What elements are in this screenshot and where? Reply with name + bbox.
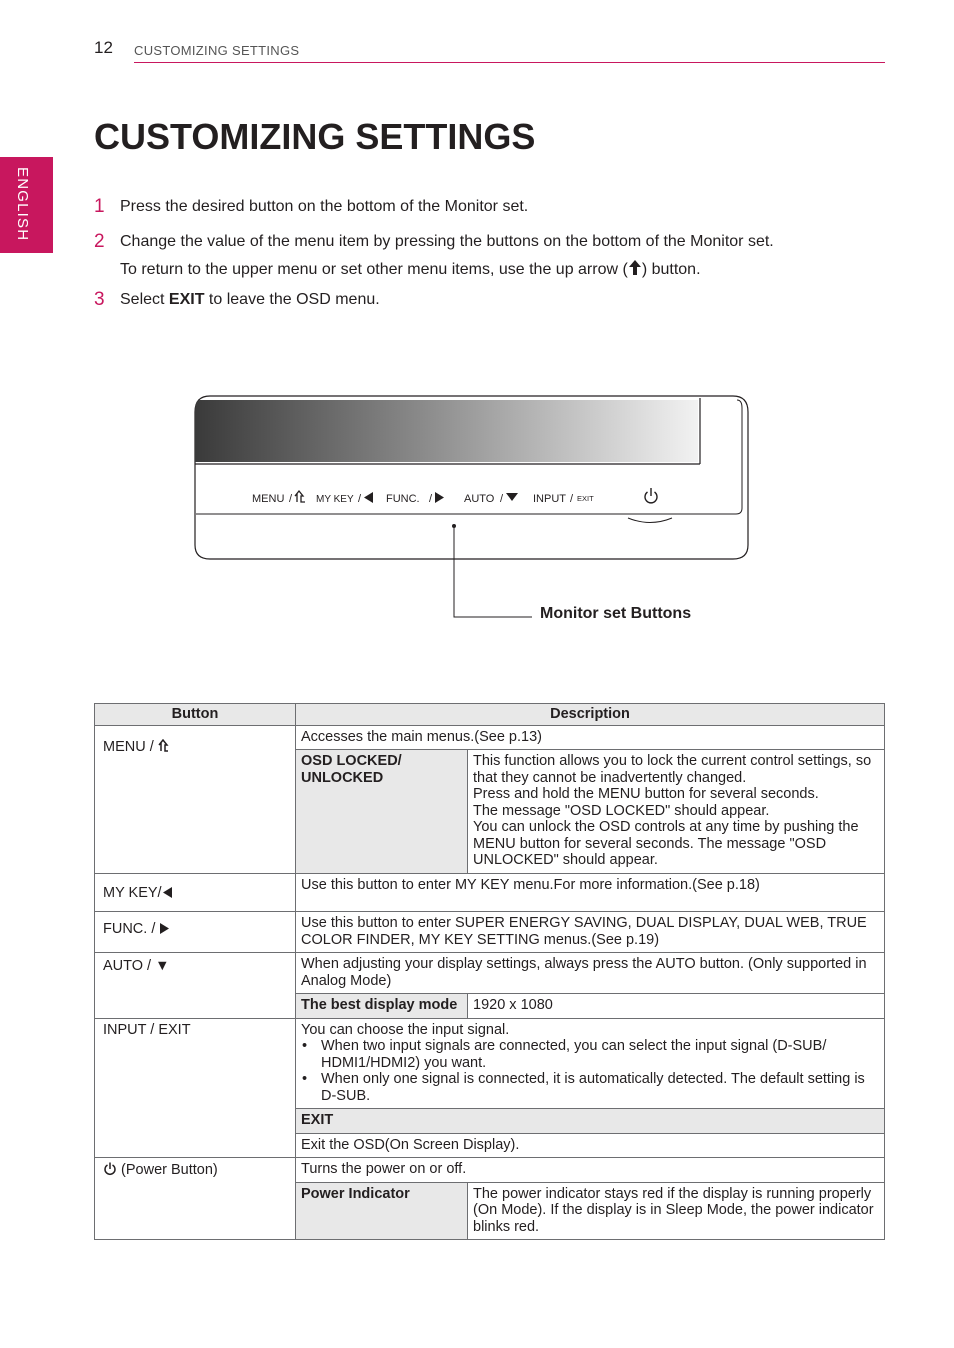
description-cell: Accesses the main menus.(See p.13) (296, 725, 885, 750)
table-row (95, 953, 885, 994)
step-number: 2 (94, 231, 105, 252)
step-number: 1 (94, 196, 105, 217)
button-cell-input: INPUT / EXIT (95, 1018, 296, 1158)
sub-value-cell: 1920 x 1080 (468, 994, 885, 1019)
sub-label-cell: Power Indicator (296, 1182, 468, 1240)
description-cell: Use this button to enter SUPER ENERGY SAVING, DUAL DISPLAY, DUAL WEB, TRUE COLOR FINDER, MY KEY SETTING menus.(See p.19) (296, 912, 885, 953)
table-row (95, 874, 885, 912)
step-text: Change the value of the menu item by pressing the buttons on the bottom of the Monitor set. (120, 233, 774, 250)
bullet-list (301, 1038, 879, 1104)
power-icon (103, 1162, 117, 1176)
sub-label-cell: EXIT (296, 1109, 885, 1134)
button-cell-auto: AUTO / ▼ (95, 953, 296, 1019)
step-text: Press the desired button on the bottom of the Monitor set. (120, 198, 529, 215)
table-row (95, 725, 885, 750)
up-arrow-icon (158, 739, 169, 752)
button-cell-my-key: MY KEY/ (95, 874, 296, 912)
list-item: • When only one signal is connected, it is automatically detected. The default setting is D-SUB. (321, 1071, 879, 1104)
label-auto: AUTO (464, 493, 495, 505)
table-row (95, 1018, 885, 1109)
sub-label-cell: OSD LOCKED/ UNLOCKED (296, 750, 468, 874)
table-header-row (95, 704, 885, 726)
svg-text:/: / (570, 493, 574, 505)
sub-description-cell: The power indicator stays red if the display is running properly (On Mode). If the display is in Sleep Mode, the power indicator blinks red. (468, 1182, 885, 1240)
step-text: Select EXIT to leave the OSD menu. (120, 291, 380, 308)
button-table (94, 703, 885, 1240)
table-row (95, 912, 885, 953)
callout-label: Monitor set Buttons (540, 605, 692, 622)
description-cell: You can choose the input signal. • When two input signals are connected, you can select the input signal (D-SUB/ HDMI1/HDMI2) you want. • When only one signal is connected, it is automatically detected. The default setting is D-SUB. (296, 1018, 885, 1109)
description-cell: Use this button to enter MY KEY menu.For more information.(See p.18) (296, 874, 885, 912)
step-number: 3 (94, 289, 105, 310)
svg-text:/: / (358, 493, 362, 505)
description-cell: Exit the OSD(On Screen Display). (296, 1133, 885, 1158)
label-exit: EXIT (577, 494, 594, 503)
svg-text:/: / (429, 493, 433, 505)
button-cell-power: (Power Button) (95, 1158, 296, 1240)
button-cell-func: FUNC. / (95, 912, 296, 953)
running-header: CUSTOMIZING SETTINGS (134, 43, 300, 58)
language-tab-label: ENGLISH (14, 167, 31, 242)
label-func: FUNC. (386, 493, 420, 505)
page-title: CUSTOMIZING SETTINGS (94, 116, 536, 157)
description-cell: When adjusting your display settings, always press the AUTO button. (Only supported in Analog Mode) (296, 953, 885, 994)
button-cell-menu: MENU / (95, 725, 296, 874)
column-header-button: Button (95, 704, 296, 726)
list-item: • When two input signals are connected, you can select the input signal (D-SUB/ HDMI1/HDMI2) you want. (321, 1038, 879, 1071)
table-row (95, 1158, 885, 1183)
right-triangle-icon (159, 923, 170, 934)
label-my-key: MY KEY (316, 494, 354, 505)
sub-label-cell: The best display mode (296, 994, 468, 1019)
sub-description-cell: This function allows you to lock the current control settings, so that they cannot be inadvertently changed. Press and hold the MENU button for several seconds. The message "OSD LOCKED" should appear. You can unlock the OSD controls at any time by pushing the MENU button for several seconds. The message "OSD UNLOCKED" should appear. (468, 750, 885, 874)
page-number: 12 (94, 38, 113, 57)
svg-text:/: / (289, 493, 293, 505)
step-text-continued: To return to the upper menu or set other menu items, use the up arrow ( ) button. (120, 261, 701, 278)
column-header-description: Description (296, 704, 885, 726)
monitor-diagram (0, 0, 954, 640)
svg-text:/: / (500, 493, 504, 505)
left-triangle-icon (162, 887, 173, 898)
description-cell: Turns the power on or off. (296, 1158, 885, 1183)
label-menu: MENU (252, 493, 285, 505)
label-input: INPUT (533, 493, 566, 505)
